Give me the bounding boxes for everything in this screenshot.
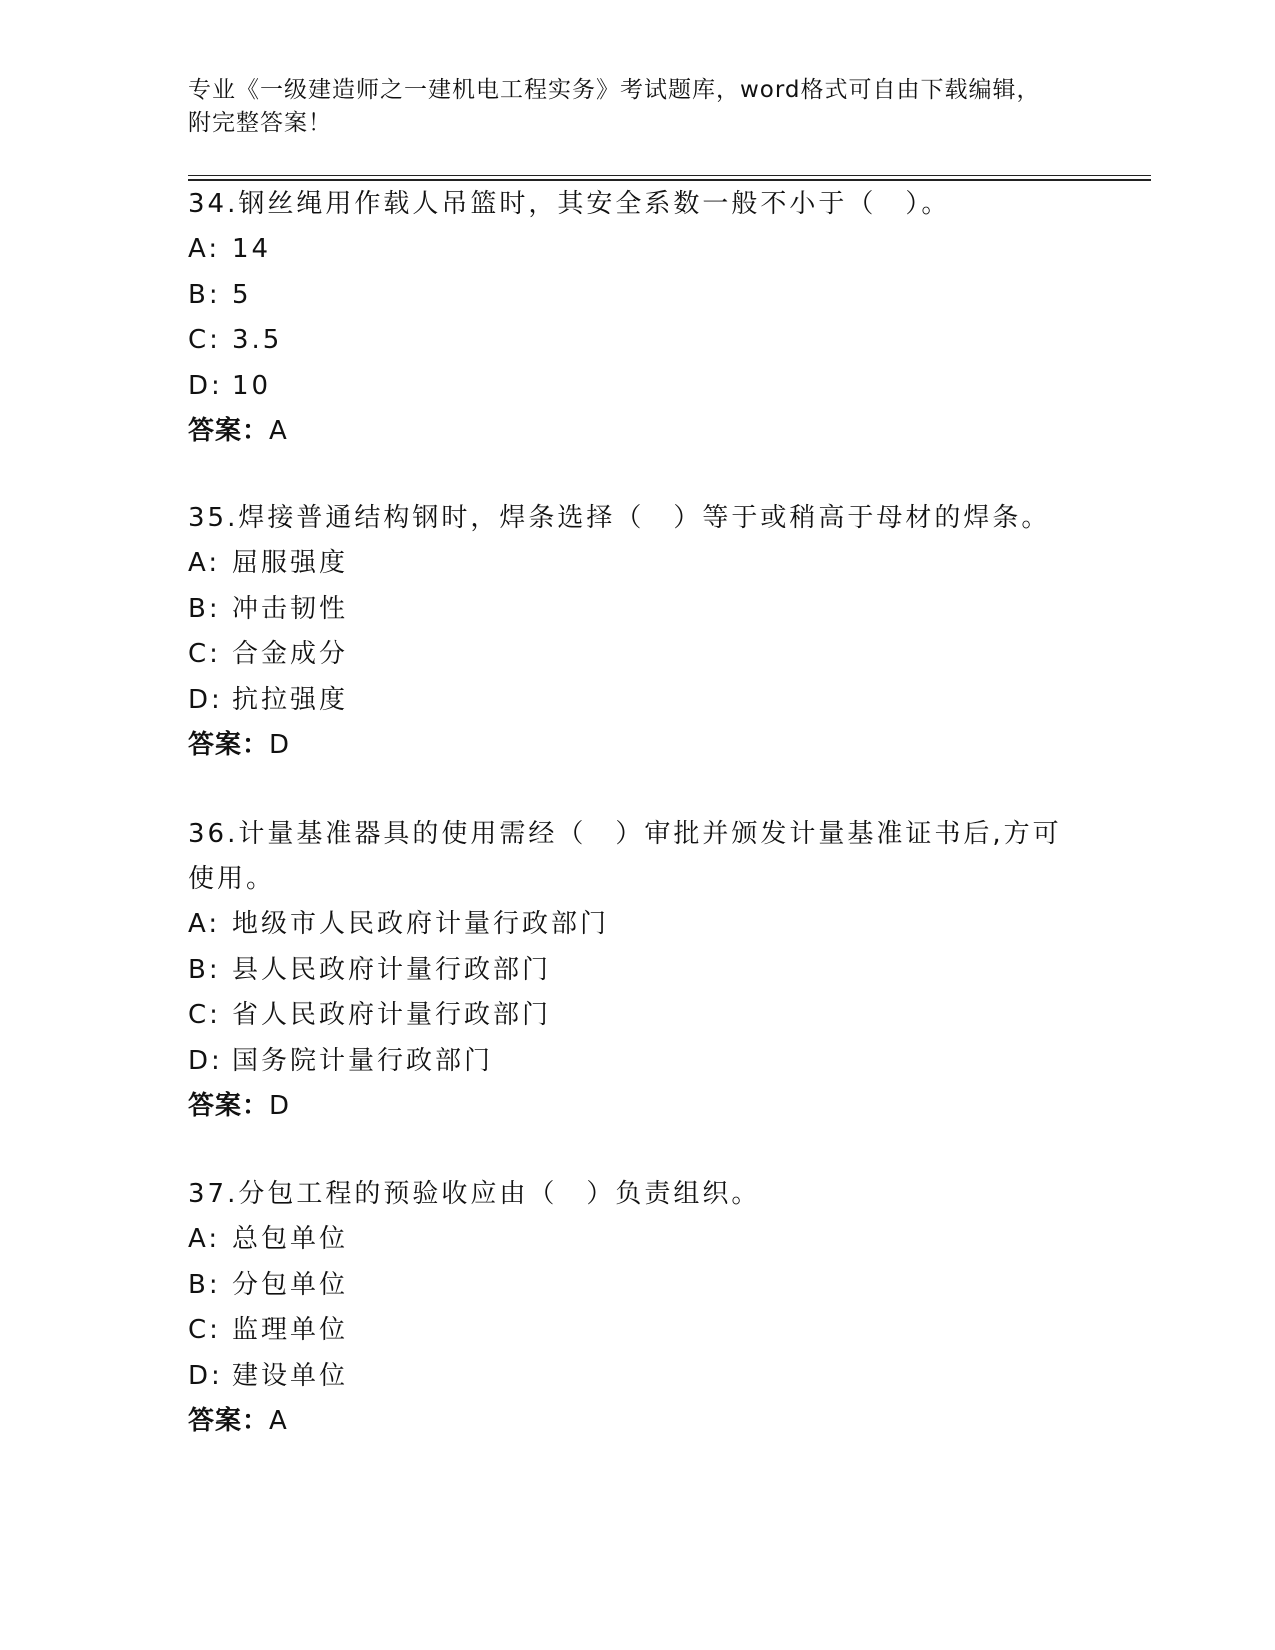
answer-value: A bbox=[269, 416, 288, 446]
question-stem: 34.钢丝绳用作载人吊篮时，其安全系数一般不小于（ ）。 bbox=[188, 189, 951, 219]
option-text: 合金成分 bbox=[232, 639, 349, 669]
option-a bbox=[188, 541, 1088, 587]
answer-value: A bbox=[269, 1406, 288, 1436]
option-a bbox=[188, 902, 1088, 948]
option-key: C: bbox=[188, 1315, 221, 1345]
option-text: 5 bbox=[232, 279, 252, 310]
option-text: 抗拉强度 bbox=[232, 684, 349, 715]
answer-value: D bbox=[269, 730, 291, 760]
option-text: 分包单位 bbox=[232, 1269, 349, 1300]
option-c bbox=[188, 1308, 1088, 1354]
option-key: A: bbox=[188, 548, 221, 578]
question-37 bbox=[188, 1172, 1088, 1444]
answer-line bbox=[188, 723, 1088, 768]
option-key: A: bbox=[188, 909, 221, 939]
option-key: B: bbox=[188, 1269, 221, 1300]
option-a bbox=[188, 1217, 1088, 1263]
answer-line bbox=[188, 1399, 1088, 1444]
option-key: D: bbox=[188, 684, 223, 715]
answer-label: 答案： bbox=[188, 1406, 270, 1436]
option-text: 14 bbox=[232, 234, 272, 264]
option-key: A: bbox=[188, 234, 221, 264]
answer-line bbox=[188, 409, 1088, 454]
answer-label: 答案： bbox=[188, 730, 270, 760]
option-text: 屈服强度 bbox=[232, 548, 349, 578]
question-stem-line-2: 使用。 bbox=[188, 864, 276, 894]
option-key: D: bbox=[188, 370, 223, 401]
option-key: D: bbox=[188, 1360, 223, 1391]
option-key: C: bbox=[188, 1000, 221, 1030]
option-c bbox=[188, 993, 1088, 1039]
answer-value: D bbox=[269, 1091, 291, 1121]
option-d bbox=[188, 678, 1088, 724]
header-divider-thin bbox=[188, 175, 1151, 176]
question-stem-line-1: 36.计量基准器具的使用需经（ ）审批并颁发计量基准证书后,方可 bbox=[188, 819, 1062, 849]
option-text: 总包单位 bbox=[232, 1224, 349, 1254]
option-b bbox=[188, 587, 1088, 633]
option-d bbox=[188, 1039, 1088, 1085]
question-stem: 37.分包工程的预验收应由（ ）负责组织。 bbox=[188, 1179, 761, 1209]
answer-line bbox=[188, 1084, 1088, 1129]
option-text: 省人民政府计量行政部门 bbox=[232, 1000, 552, 1030]
option-text: 10 bbox=[232, 370, 272, 401]
answer-label: 答案： bbox=[188, 1091, 270, 1121]
option-text: 冲击韧性 bbox=[232, 593, 349, 624]
option-text: 监理单位 bbox=[232, 1315, 349, 1345]
option-key: C: bbox=[188, 325, 221, 355]
option-key: A: bbox=[188, 1224, 221, 1254]
option-text: 地级市人民政府计量行政部门 bbox=[232, 909, 610, 939]
question-35 bbox=[188, 496, 1088, 768]
header-line-2: 附完整答案！ bbox=[188, 110, 332, 136]
option-text: 县人民政府计量行政部门 bbox=[232, 954, 552, 985]
option-c bbox=[188, 632, 1088, 678]
option-key: C: bbox=[188, 639, 221, 669]
option-d bbox=[188, 364, 1088, 410]
header-divider-thick bbox=[188, 179, 1151, 181]
option-c bbox=[188, 318, 1088, 364]
option-key: B: bbox=[188, 279, 221, 310]
option-b bbox=[188, 273, 1088, 319]
option-b bbox=[188, 1263, 1088, 1309]
option-b bbox=[188, 948, 1088, 994]
option-text: 国务院计量行政部门 bbox=[232, 1045, 494, 1076]
option-key: D: bbox=[188, 1045, 223, 1076]
option-d bbox=[188, 1354, 1088, 1400]
document-header bbox=[188, 74, 1068, 140]
option-a bbox=[188, 227, 1088, 273]
answer-label: 答案： bbox=[188, 416, 270, 446]
question-36 bbox=[188, 812, 1088, 1129]
question-34 bbox=[188, 182, 1088, 454]
question-stem: 35.焊接普通结构钢时，焊条选择（ ）等于或稍高于母材的焊条。 bbox=[188, 503, 1051, 533]
header-line-1: 专业《一级建造师之一建机电工程实务》考试题库，word格式可自由下载编辑， bbox=[188, 77, 1041, 103]
option-text: 3.5 bbox=[232, 325, 283, 355]
option-key: B: bbox=[188, 954, 221, 985]
option-key: B: bbox=[188, 593, 221, 624]
option-text: 建设单位 bbox=[232, 1360, 349, 1391]
